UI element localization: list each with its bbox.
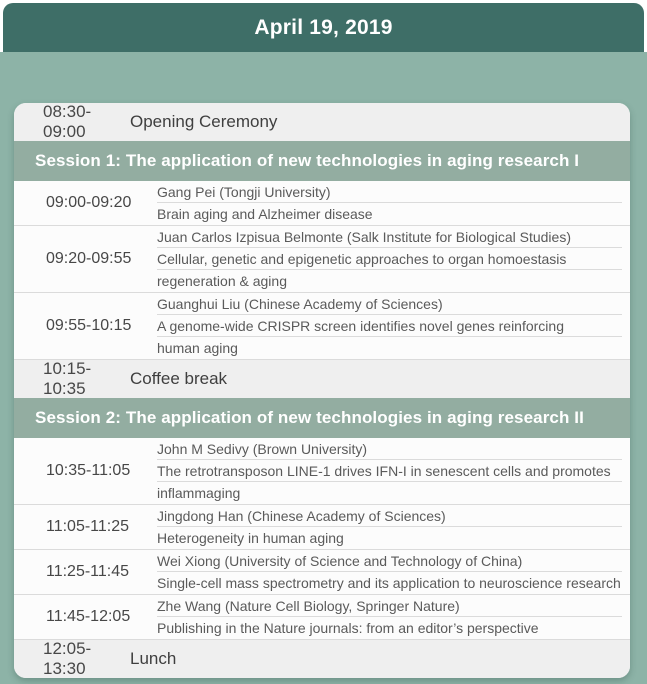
time-range: 09:20-09:55 [46, 250, 132, 267]
schedule-card [14, 103, 630, 678]
talk-speaker: Zhe Wang (Nature Cell Biology, Springer Nature) [157, 595, 622, 617]
talk-title-line: inflammaging [157, 485, 241, 501]
schedule-talk-row [14, 595, 630, 640]
time-range: 12:05-13:30 [43, 639, 92, 678]
talk-title-line: regeneration & aging [157, 273, 287, 289]
time-range: 11:45-12:05 [46, 608, 131, 625]
talk-title-line: Heterogeneity in human aging [157, 530, 344, 546]
time-range: 10:15-10:35 [43, 359, 92, 398]
talk-speaker: Jingdong Han (Chinese Academy of Sciences) [157, 505, 622, 527]
session-title: Session 1: The application of new technologies in aging research I [35, 151, 580, 170]
time-range: 11:05-11:25 [46, 518, 130, 535]
talk-content [157, 438, 630, 504]
talk-speaker: Wei Xiong (University of Science and Technology of China) [157, 550, 622, 572]
schedule-break-row [14, 640, 630, 678]
session-title: Session 2: The application of new technologies in aging research II [35, 408, 584, 427]
schedule-talk-row [14, 293, 630, 360]
session-header-row [14, 398, 630, 438]
time-range: 10:35-11:05 [46, 462, 131, 479]
break-label: Opening Ceremony [130, 112, 278, 131]
schedule-talk-row [14, 550, 630, 595]
talk-title-line: Cellular, genetic and epigenetic approaches to organ homoestasis [157, 248, 622, 270]
talk-title-line: human aging [157, 340, 238, 356]
talk-speaker: Gang Pei (Tongji University) [157, 181, 622, 203]
talk-title-line: Single-cell mass spectrometry and its application to neuroscience research [157, 575, 621, 591]
session-header-row [14, 141, 630, 181]
talk-speaker: Juan Carlos Izpisua Belmonte (Salk Institute for Biological Studies) [157, 226, 622, 248]
date-title: April 19, 2019 [254, 15, 393, 39]
talk-speaker: Guanghui Liu (Chinese Academy of Sciences) [157, 293, 622, 315]
talk-title-line: A genome-wide CRISPR screen identifies novel genes reinforcing [157, 315, 622, 337]
talk-content [157, 226, 630, 292]
time-range: 09:00-09:20 [46, 194, 132, 211]
schedule-talk-row [14, 226, 630, 293]
talk-title-line: The retrotransposon LINE-1 drives IFN-I in senescent cells and promotes [157, 460, 622, 482]
talk-content [157, 293, 630, 359]
break-label: Lunch [130, 649, 177, 668]
time-range: 08:30-09:00 [43, 103, 92, 141]
schedule-break-row [14, 103, 630, 141]
talk-content [157, 505, 630, 549]
time-range: 11:25-11:45 [46, 563, 130, 580]
talk-speaker: John M Sedivy (Brown University) [157, 438, 622, 460]
schedule-break-row [14, 360, 630, 398]
date-header-bar [3, 3, 644, 52]
schedule-talk-row [14, 505, 630, 550]
talk-content [157, 550, 630, 594]
talk-title-line: Brain aging and Alzheimer disease [157, 206, 373, 222]
break-label: Coffee break [130, 369, 228, 388]
talk-content [157, 181, 630, 225]
time-range: 09:55-10:15 [46, 317, 132, 334]
talk-content [157, 595, 630, 639]
schedule-talk-row [14, 438, 630, 505]
schedule-talk-row [14, 181, 630, 226]
talk-title-line: Publishing in the Nature journals: from an editor’s perspective [157, 620, 539, 636]
